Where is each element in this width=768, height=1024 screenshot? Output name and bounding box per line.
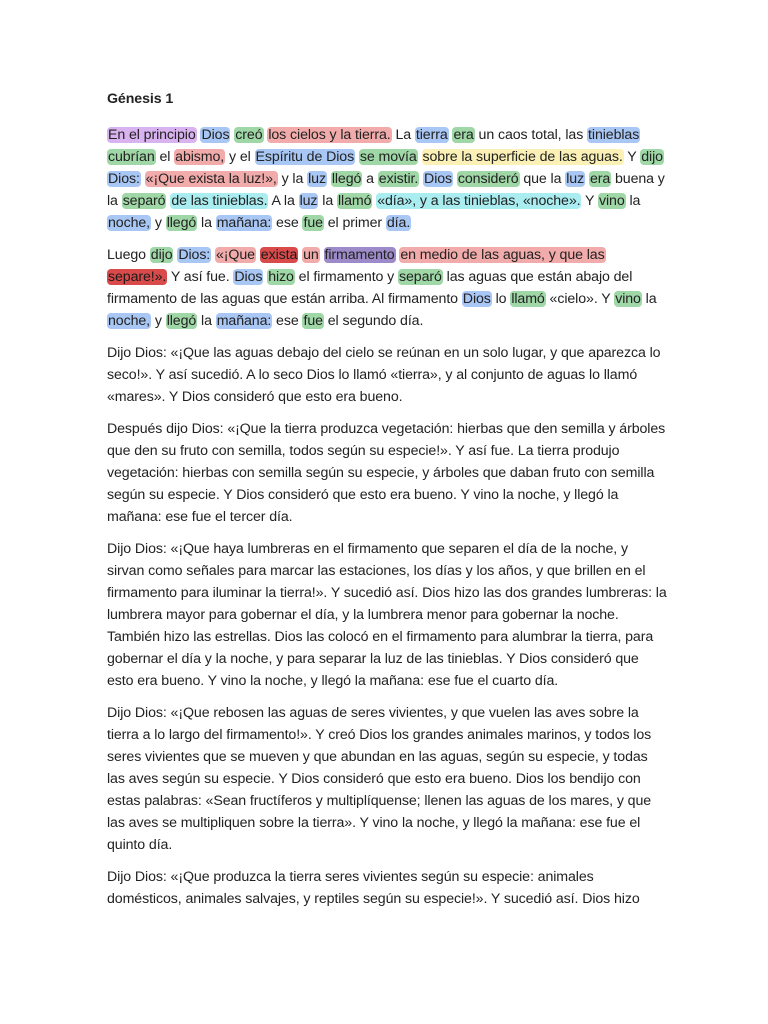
highlight-green: vino	[599, 193, 625, 209]
highlight-blue: luz	[299, 193, 318, 209]
text-run: a	[362, 171, 378, 187]
text-run: Y así fue.	[167, 269, 234, 285]
highlight-blue: Dios	[234, 269, 263, 285]
highlight-blue: Dios	[462, 291, 491, 307]
document-title: Génesis 1	[107, 91, 174, 107]
highlight-green: fue	[303, 313, 323, 329]
text-run: la	[318, 193, 337, 209]
highlight-green: llamó	[511, 291, 545, 307]
text-run: un caos total, las	[474, 127, 588, 143]
text-run: Dijo Dios: «¡Que haya lumbreras en el firmamento que separen el día de la noche, y sirvan como señales para marcar las estaciones, los días y los años, y que brillen en el firmamento para iluminar la tierra!». Y sucedió así. Dios hizo las dos grandes lumbreras: la lumbrera mayor para gobernar el día, y la lumbrera menor para gobernar la noche. También hizo las estrellas. Dios las colocó en el firmamento para alumbrar la tierra, para gobernar el día y la noche, y para separar la luz de las tinieblas. Y Dios consideró que esto era bueno. Y vino la noche, y llegó la mañana: ese fue el cuarto día.	[107, 541, 667, 689]
highlight-blue: Dios:	[108, 171, 140, 187]
highlight-blue: tinieblas	[588, 127, 640, 143]
highlight-green: llegó	[331, 171, 362, 187]
text-run: la	[641, 291, 657, 307]
text-run: y	[151, 313, 166, 329]
paragraph	[107, 418, 667, 528]
paragraph	[107, 866, 667, 910]
text-run: y	[151, 215, 166, 231]
highlight-blue: Dios	[201, 127, 230, 143]
text-run: el segundo día.	[323, 313, 424, 329]
highlight-green: llegó	[166, 215, 197, 231]
highlight-green: dijo	[641, 149, 663, 165]
highlight-purple: En el principio	[108, 127, 196, 143]
text-run: y la	[277, 171, 308, 187]
highlight-green: era	[453, 127, 474, 143]
text-run: ese	[272, 313, 303, 329]
highlight-blue: luz	[566, 171, 585, 187]
highlight-cyan: «día», y a las tinieblas, «noche».	[377, 193, 581, 209]
text-run: lo	[491, 291, 511, 307]
highlight-green: vino	[615, 291, 641, 307]
highlight-red: exista	[260, 247, 298, 263]
text-run	[320, 247, 324, 263]
highlight-blue: mañana:	[216, 215, 272, 231]
text-run: la	[197, 313, 216, 329]
document-page	[107, 88, 667, 920]
highlight-green: hizo	[268, 269, 294, 285]
highlight-blue: Dios:	[178, 247, 211, 263]
highlight-green: consideró	[457, 171, 519, 187]
highlight-pink: en medio de las aguas, y que las	[400, 247, 605, 263]
highlight-green: cubrían	[108, 149, 155, 165]
highlight-blue: noche,	[108, 313, 150, 329]
highlight-green: llamó	[337, 193, 372, 209]
highlight-blue: tierra	[415, 127, 448, 143]
text-run: la	[197, 215, 216, 231]
paragraph	[107, 244, 667, 332]
text-run: A la	[268, 193, 299, 209]
text-run: Y	[581, 193, 599, 209]
highlight-green: llegó	[166, 313, 197, 329]
text-run: las aguas que están abajo del firmamento de las aguas que están arriba. Al firmamento	[107, 269, 633, 307]
text-run: Dijo Dios: «¡Que produzca la tierra seres vivientes según su especie: animales domésticos, animales salvajes, y reptiles según su especie!». Y sucedió así. Dios hizo	[107, 869, 640, 907]
highlight-violet: firmamento	[324, 247, 395, 263]
highlight-blue: día.	[386, 215, 411, 231]
text-run: el firmamento y	[294, 269, 399, 285]
text-run: el primer	[323, 215, 386, 231]
text-run: La	[391, 127, 415, 143]
text-run: Y	[623, 149, 641, 165]
highlight-green: separó	[122, 193, 166, 209]
text-run: ese	[272, 215, 303, 231]
highlight-blue: Dios	[424, 171, 453, 187]
text-run	[418, 149, 422, 165]
highlight-cyan: de las tinieblas.	[171, 193, 268, 209]
text-run: buena y la	[107, 171, 665, 209]
highlight-green: separó	[399, 269, 442, 285]
highlight-pink: «¡Que exista la luz!»,	[145, 171, 277, 187]
highlight-pink: abismo,	[175, 149, 225, 165]
paragraph	[107, 702, 667, 856]
text-run: que la	[519, 171, 566, 187]
paragraph	[107, 342, 667, 408]
highlight-yellow: sobre la superficie de las aguas.	[422, 149, 623, 165]
text-run: Dijo Dios: «¡Que rebosen las aguas de seres vivientes, y que vuelen las aves sobre la tierra a lo largo del firmamento!». Y creó Dios los grandes animales marinos, y todos los seres vivientes que se mueven y que abundan en las aguas, según su especie, y todas las aves según su especie. Y Dios consideró que esto era bueno. Dios los bendijo con estas palabras: «Sean fructíferos y multiplíquense; llenen las aguas de los mares, y que las aves se multipliquen sobre la tierra». Y vino la noche, y llegó la mañana: ese fue el quinto día.	[107, 705, 652, 853]
highlight-green: fue	[303, 215, 323, 231]
text-run: Luego	[107, 247, 150, 263]
text-run: la	[625, 193, 641, 209]
text-run: y el	[225, 149, 255, 165]
highlight-green: era	[589, 171, 611, 187]
paragraph	[107, 538, 667, 692]
text-run: Después dijo Dios: «¡Que la tierra produzca vegetación: hierbas que den semilla y árboles que den su fruto con semilla, todos según su especie!». Y así fue. La tierra produjo vegetación: hierbas con semilla según su especie, y árboles que daban fruto con semilla según su especie. Y Dios consideró que esto era bueno. Y vino la noche, y llegó la mañana: ese fue el tercer día.	[107, 421, 666, 525]
text-run: Dijo Dios: «¡Que las aguas debajo del cielo se reúnan en un solo lugar, y que aparezca lo seco!». Y así sucedió. A lo seco Dios lo llamó «tierra», y al conjunto de aguas lo llamó «mares». Y Dios consideró que esto era bueno.	[107, 345, 661, 405]
highlight-pink: «¡Que	[216, 247, 255, 263]
paragraph	[107, 124, 667, 234]
highlight-pink: los cielos y la tierra.	[268, 127, 391, 143]
highlight-red: separe!».	[108, 269, 167, 285]
highlight-blue: Espíritu de Dios	[255, 149, 355, 165]
highlight-green: creó	[235, 127, 263, 143]
highlight-blue: mañana:	[216, 313, 272, 329]
highlight-green: dijo	[150, 247, 173, 263]
highlight-pink: un	[303, 247, 319, 263]
highlight-green: se movía	[359, 149, 417, 165]
document-body	[107, 124, 667, 910]
text-run: el	[155, 149, 175, 165]
highlight-blue: noche,	[108, 215, 150, 231]
text-run: «cielo». Y	[545, 291, 615, 307]
highlight-green: existir.	[378, 171, 419, 187]
highlight-blue: luz	[308, 171, 326, 187]
